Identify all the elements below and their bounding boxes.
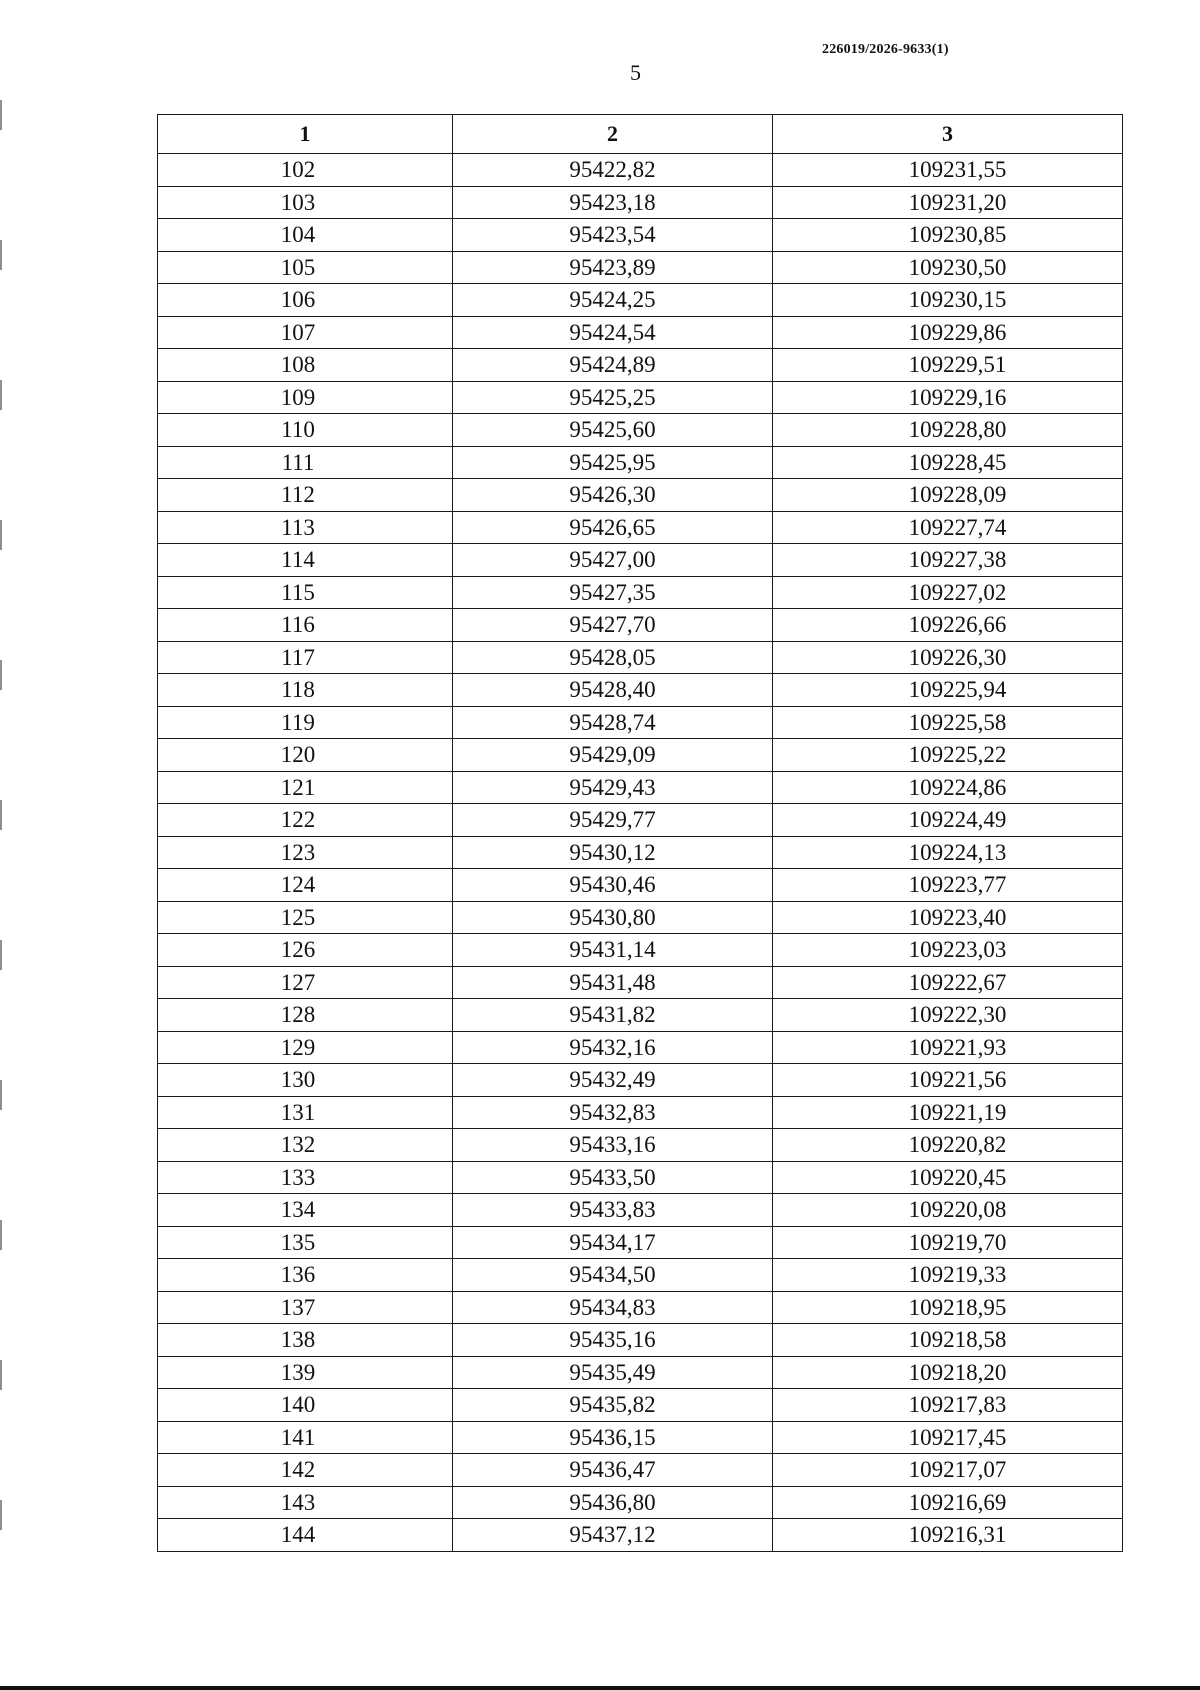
x-coordinate-cell: 95431,14 bbox=[453, 934, 773, 967]
y-coordinate-cell: 109229,86 bbox=[773, 316, 1123, 349]
x-coordinate-cell: 95430,80 bbox=[453, 901, 773, 934]
y-coordinate-cell: 109227,38 bbox=[773, 544, 1123, 577]
point-number-cell: 109 bbox=[158, 381, 453, 414]
x-coordinate-cell: 95428,40 bbox=[453, 674, 773, 707]
x-coordinate-cell: 95436,47 bbox=[453, 1454, 773, 1487]
point-number-cell: 104 bbox=[158, 219, 453, 252]
x-coordinate-cell: 95435,82 bbox=[453, 1389, 773, 1422]
point-number-cell: 113 bbox=[158, 511, 453, 544]
x-coordinate-cell: 95433,83 bbox=[453, 1194, 773, 1227]
table-row bbox=[158, 544, 1123, 577]
table-row bbox=[158, 316, 1123, 349]
point-number-cell: 107 bbox=[158, 316, 453, 349]
point-number-cell: 115 bbox=[158, 576, 453, 609]
x-coordinate-cell: 95423,54 bbox=[453, 219, 773, 252]
y-coordinate-cell: 109224,49 bbox=[773, 804, 1123, 837]
point-number-cell: 122 bbox=[158, 804, 453, 837]
table-row bbox=[158, 284, 1123, 317]
y-coordinate-cell: 109221,93 bbox=[773, 1031, 1123, 1064]
x-coordinate-cell: 95437,12 bbox=[453, 1519, 773, 1552]
y-coordinate-cell: 109228,09 bbox=[773, 479, 1123, 512]
y-coordinate-cell: 109217,45 bbox=[773, 1421, 1123, 1454]
point-number-cell: 141 bbox=[158, 1421, 453, 1454]
x-coordinate-cell: 95427,70 bbox=[453, 609, 773, 642]
y-coordinate-cell: 109228,45 bbox=[773, 446, 1123, 479]
point-number-cell: 142 bbox=[158, 1454, 453, 1487]
y-coordinate-cell: 109226,30 bbox=[773, 641, 1123, 674]
point-number-cell: 114 bbox=[158, 544, 453, 577]
scan-edge-bottom bbox=[0, 1686, 1200, 1690]
table-row bbox=[158, 674, 1123, 707]
page-number: 5 bbox=[630, 60, 641, 85]
x-coordinate-cell: 95436,80 bbox=[453, 1486, 773, 1519]
x-coordinate-cell: 95429,09 bbox=[453, 739, 773, 772]
table-row bbox=[158, 154, 1123, 187]
point-number-cell: 129 bbox=[158, 1031, 453, 1064]
table-row bbox=[158, 349, 1123, 382]
x-coordinate-cell: 95428,74 bbox=[453, 706, 773, 739]
x-coordinate-cell: 95427,00 bbox=[453, 544, 773, 577]
table-row bbox=[158, 1454, 1123, 1487]
x-coordinate-cell: 95428,05 bbox=[453, 641, 773, 674]
y-coordinate-cell: 109231,55 bbox=[773, 154, 1123, 187]
column-header-2: 2 bbox=[453, 115, 773, 154]
point-number-cell: 137 bbox=[158, 1291, 453, 1324]
y-coordinate-cell: 109221,19 bbox=[773, 1096, 1123, 1129]
x-coordinate-cell: 95434,17 bbox=[453, 1226, 773, 1259]
y-coordinate-cell: 109226,66 bbox=[773, 609, 1123, 642]
point-number-cell: 119 bbox=[158, 706, 453, 739]
y-coordinate-cell: 109223,03 bbox=[773, 934, 1123, 967]
y-coordinate-cell: 109225,22 bbox=[773, 739, 1123, 772]
point-number-cell: 131 bbox=[158, 1096, 453, 1129]
point-number-cell: 134 bbox=[158, 1194, 453, 1227]
coordinates-table bbox=[157, 114, 1123, 1552]
y-coordinate-cell: 109220,45 bbox=[773, 1161, 1123, 1194]
table-row bbox=[158, 934, 1123, 967]
table-row bbox=[158, 1129, 1123, 1162]
point-number-cell: 130 bbox=[158, 1064, 453, 1097]
table-row bbox=[158, 1389, 1123, 1422]
point-number-cell: 138 bbox=[158, 1324, 453, 1357]
table-row bbox=[158, 1031, 1123, 1064]
table-row bbox=[158, 901, 1123, 934]
table-row bbox=[158, 1324, 1123, 1357]
point-number-cell: 125 bbox=[158, 901, 453, 934]
table-row bbox=[158, 966, 1123, 999]
y-coordinate-cell: 109219,33 bbox=[773, 1259, 1123, 1292]
y-coordinate-cell: 109230,15 bbox=[773, 284, 1123, 317]
point-number-cell: 144 bbox=[158, 1519, 453, 1552]
point-number-cell: 135 bbox=[158, 1226, 453, 1259]
table-row bbox=[158, 1194, 1123, 1227]
table-body bbox=[158, 154, 1123, 1552]
x-coordinate-cell: 95425,95 bbox=[453, 446, 773, 479]
table-row bbox=[158, 1226, 1123, 1259]
point-number-cell: 139 bbox=[158, 1356, 453, 1389]
x-coordinate-cell: 95434,83 bbox=[453, 1291, 773, 1324]
y-coordinate-cell: 109216,69 bbox=[773, 1486, 1123, 1519]
table-row bbox=[158, 1291, 1123, 1324]
column-header-3: 3 bbox=[773, 115, 1123, 154]
x-coordinate-cell: 95433,50 bbox=[453, 1161, 773, 1194]
point-number-cell: 112 bbox=[158, 479, 453, 512]
y-coordinate-cell: 109218,95 bbox=[773, 1291, 1123, 1324]
table-row bbox=[158, 999, 1123, 1032]
point-number-cell: 133 bbox=[158, 1161, 453, 1194]
table-row bbox=[158, 479, 1123, 512]
x-coordinate-cell: 95426,30 bbox=[453, 479, 773, 512]
point-number-cell: 110 bbox=[158, 414, 453, 447]
table-row bbox=[158, 1161, 1123, 1194]
table-row bbox=[158, 836, 1123, 869]
y-coordinate-cell: 109230,85 bbox=[773, 219, 1123, 252]
x-coordinate-cell: 95430,46 bbox=[453, 869, 773, 902]
point-number-cell: 140 bbox=[158, 1389, 453, 1422]
y-coordinate-cell: 109219,70 bbox=[773, 1226, 1123, 1259]
table-row bbox=[158, 414, 1123, 447]
point-number-cell: 132 bbox=[158, 1129, 453, 1162]
table-row bbox=[158, 1421, 1123, 1454]
y-coordinate-cell: 109224,13 bbox=[773, 836, 1123, 869]
y-coordinate-cell: 109228,80 bbox=[773, 414, 1123, 447]
x-coordinate-cell: 95423,18 bbox=[453, 186, 773, 219]
x-coordinate-cell: 95430,12 bbox=[453, 836, 773, 869]
x-coordinate-cell: 95432,16 bbox=[453, 1031, 773, 1064]
point-number-cell: 102 bbox=[158, 154, 453, 187]
y-coordinate-cell: 109221,56 bbox=[773, 1064, 1123, 1097]
column-header-1: 1 bbox=[158, 115, 453, 154]
x-coordinate-cell: 95424,25 bbox=[453, 284, 773, 317]
y-coordinate-cell: 109230,50 bbox=[773, 251, 1123, 284]
x-coordinate-cell: 95436,15 bbox=[453, 1421, 773, 1454]
table-row bbox=[158, 739, 1123, 772]
table-row bbox=[158, 869, 1123, 902]
point-number-cell: 117 bbox=[158, 641, 453, 674]
x-coordinate-cell: 95425,25 bbox=[453, 381, 773, 414]
y-coordinate-cell: 109223,77 bbox=[773, 869, 1123, 902]
y-coordinate-cell: 109231,20 bbox=[773, 186, 1123, 219]
x-coordinate-cell: 95432,49 bbox=[453, 1064, 773, 1097]
y-coordinate-cell: 109227,74 bbox=[773, 511, 1123, 544]
table-row bbox=[158, 219, 1123, 252]
y-coordinate-cell: 109220,08 bbox=[773, 1194, 1123, 1227]
x-coordinate-cell: 95429,43 bbox=[453, 771, 773, 804]
table-row bbox=[158, 1486, 1123, 1519]
x-coordinate-cell: 95432,83 bbox=[453, 1096, 773, 1129]
table-row bbox=[158, 186, 1123, 219]
table-row bbox=[158, 1064, 1123, 1097]
x-coordinate-cell: 95422,82 bbox=[453, 154, 773, 187]
scan-edge-left bbox=[0, 100, 2, 1590]
x-coordinate-cell: 95431,48 bbox=[453, 966, 773, 999]
y-coordinate-cell: 109225,94 bbox=[773, 674, 1123, 707]
y-coordinate-cell: 109217,83 bbox=[773, 1389, 1123, 1422]
table-row bbox=[158, 576, 1123, 609]
point-number-cell: 123 bbox=[158, 836, 453, 869]
y-coordinate-cell: 109225,58 bbox=[773, 706, 1123, 739]
x-coordinate-cell: 95434,50 bbox=[453, 1259, 773, 1292]
x-coordinate-cell: 95427,35 bbox=[453, 576, 773, 609]
point-number-cell: 108 bbox=[158, 349, 453, 382]
table-row bbox=[158, 1356, 1123, 1389]
point-number-cell: 121 bbox=[158, 771, 453, 804]
y-coordinate-cell: 109222,30 bbox=[773, 999, 1123, 1032]
x-coordinate-cell: 95429,77 bbox=[453, 804, 773, 837]
table-row bbox=[158, 381, 1123, 414]
x-coordinate-cell: 95431,82 bbox=[453, 999, 773, 1032]
x-coordinate-cell: 95433,16 bbox=[453, 1129, 773, 1162]
table-header-row bbox=[158, 115, 1123, 154]
document-id: 226019/2026-9633(1) bbox=[822, 42, 949, 57]
table-row bbox=[158, 609, 1123, 642]
y-coordinate-cell: 109223,40 bbox=[773, 901, 1123, 934]
table-row bbox=[158, 641, 1123, 674]
point-number-cell: 106 bbox=[158, 284, 453, 317]
x-coordinate-cell: 95426,65 bbox=[453, 511, 773, 544]
y-coordinate-cell: 109222,67 bbox=[773, 966, 1123, 999]
table-row bbox=[158, 1096, 1123, 1129]
point-number-cell: 103 bbox=[158, 186, 453, 219]
table-row bbox=[158, 1259, 1123, 1292]
x-coordinate-cell: 95435,16 bbox=[453, 1324, 773, 1357]
y-coordinate-cell: 109227,02 bbox=[773, 576, 1123, 609]
point-number-cell: 124 bbox=[158, 869, 453, 902]
x-coordinate-cell: 95424,89 bbox=[453, 349, 773, 382]
point-number-cell: 120 bbox=[158, 739, 453, 772]
table-row bbox=[158, 804, 1123, 837]
point-number-cell: 116 bbox=[158, 609, 453, 642]
point-number-cell: 118 bbox=[158, 674, 453, 707]
y-coordinate-cell: 109220,82 bbox=[773, 1129, 1123, 1162]
y-coordinate-cell: 109229,51 bbox=[773, 349, 1123, 382]
point-number-cell: 126 bbox=[158, 934, 453, 967]
table-row bbox=[158, 771, 1123, 804]
table-row bbox=[158, 1519, 1123, 1552]
point-number-cell: 136 bbox=[158, 1259, 453, 1292]
y-coordinate-cell: 109218,58 bbox=[773, 1324, 1123, 1357]
table-row bbox=[158, 706, 1123, 739]
x-coordinate-cell: 95423,89 bbox=[453, 251, 773, 284]
x-coordinate-cell: 95424,54 bbox=[453, 316, 773, 349]
y-coordinate-cell: 109217,07 bbox=[773, 1454, 1123, 1487]
point-number-cell: 105 bbox=[158, 251, 453, 284]
point-number-cell: 128 bbox=[158, 999, 453, 1032]
point-number-cell: 143 bbox=[158, 1486, 453, 1519]
point-number-cell: 127 bbox=[158, 966, 453, 999]
x-coordinate-cell: 95425,60 bbox=[453, 414, 773, 447]
table-row bbox=[158, 446, 1123, 479]
y-coordinate-cell: 109218,20 bbox=[773, 1356, 1123, 1389]
y-coordinate-cell: 109229,16 bbox=[773, 381, 1123, 414]
y-coordinate-cell: 109224,86 bbox=[773, 771, 1123, 804]
point-number-cell: 111 bbox=[158, 446, 453, 479]
table-header bbox=[158, 115, 1123, 154]
table-row bbox=[158, 511, 1123, 544]
y-coordinate-cell: 109216,31 bbox=[773, 1519, 1123, 1552]
x-coordinate-cell: 95435,49 bbox=[453, 1356, 773, 1389]
table-row bbox=[158, 251, 1123, 284]
